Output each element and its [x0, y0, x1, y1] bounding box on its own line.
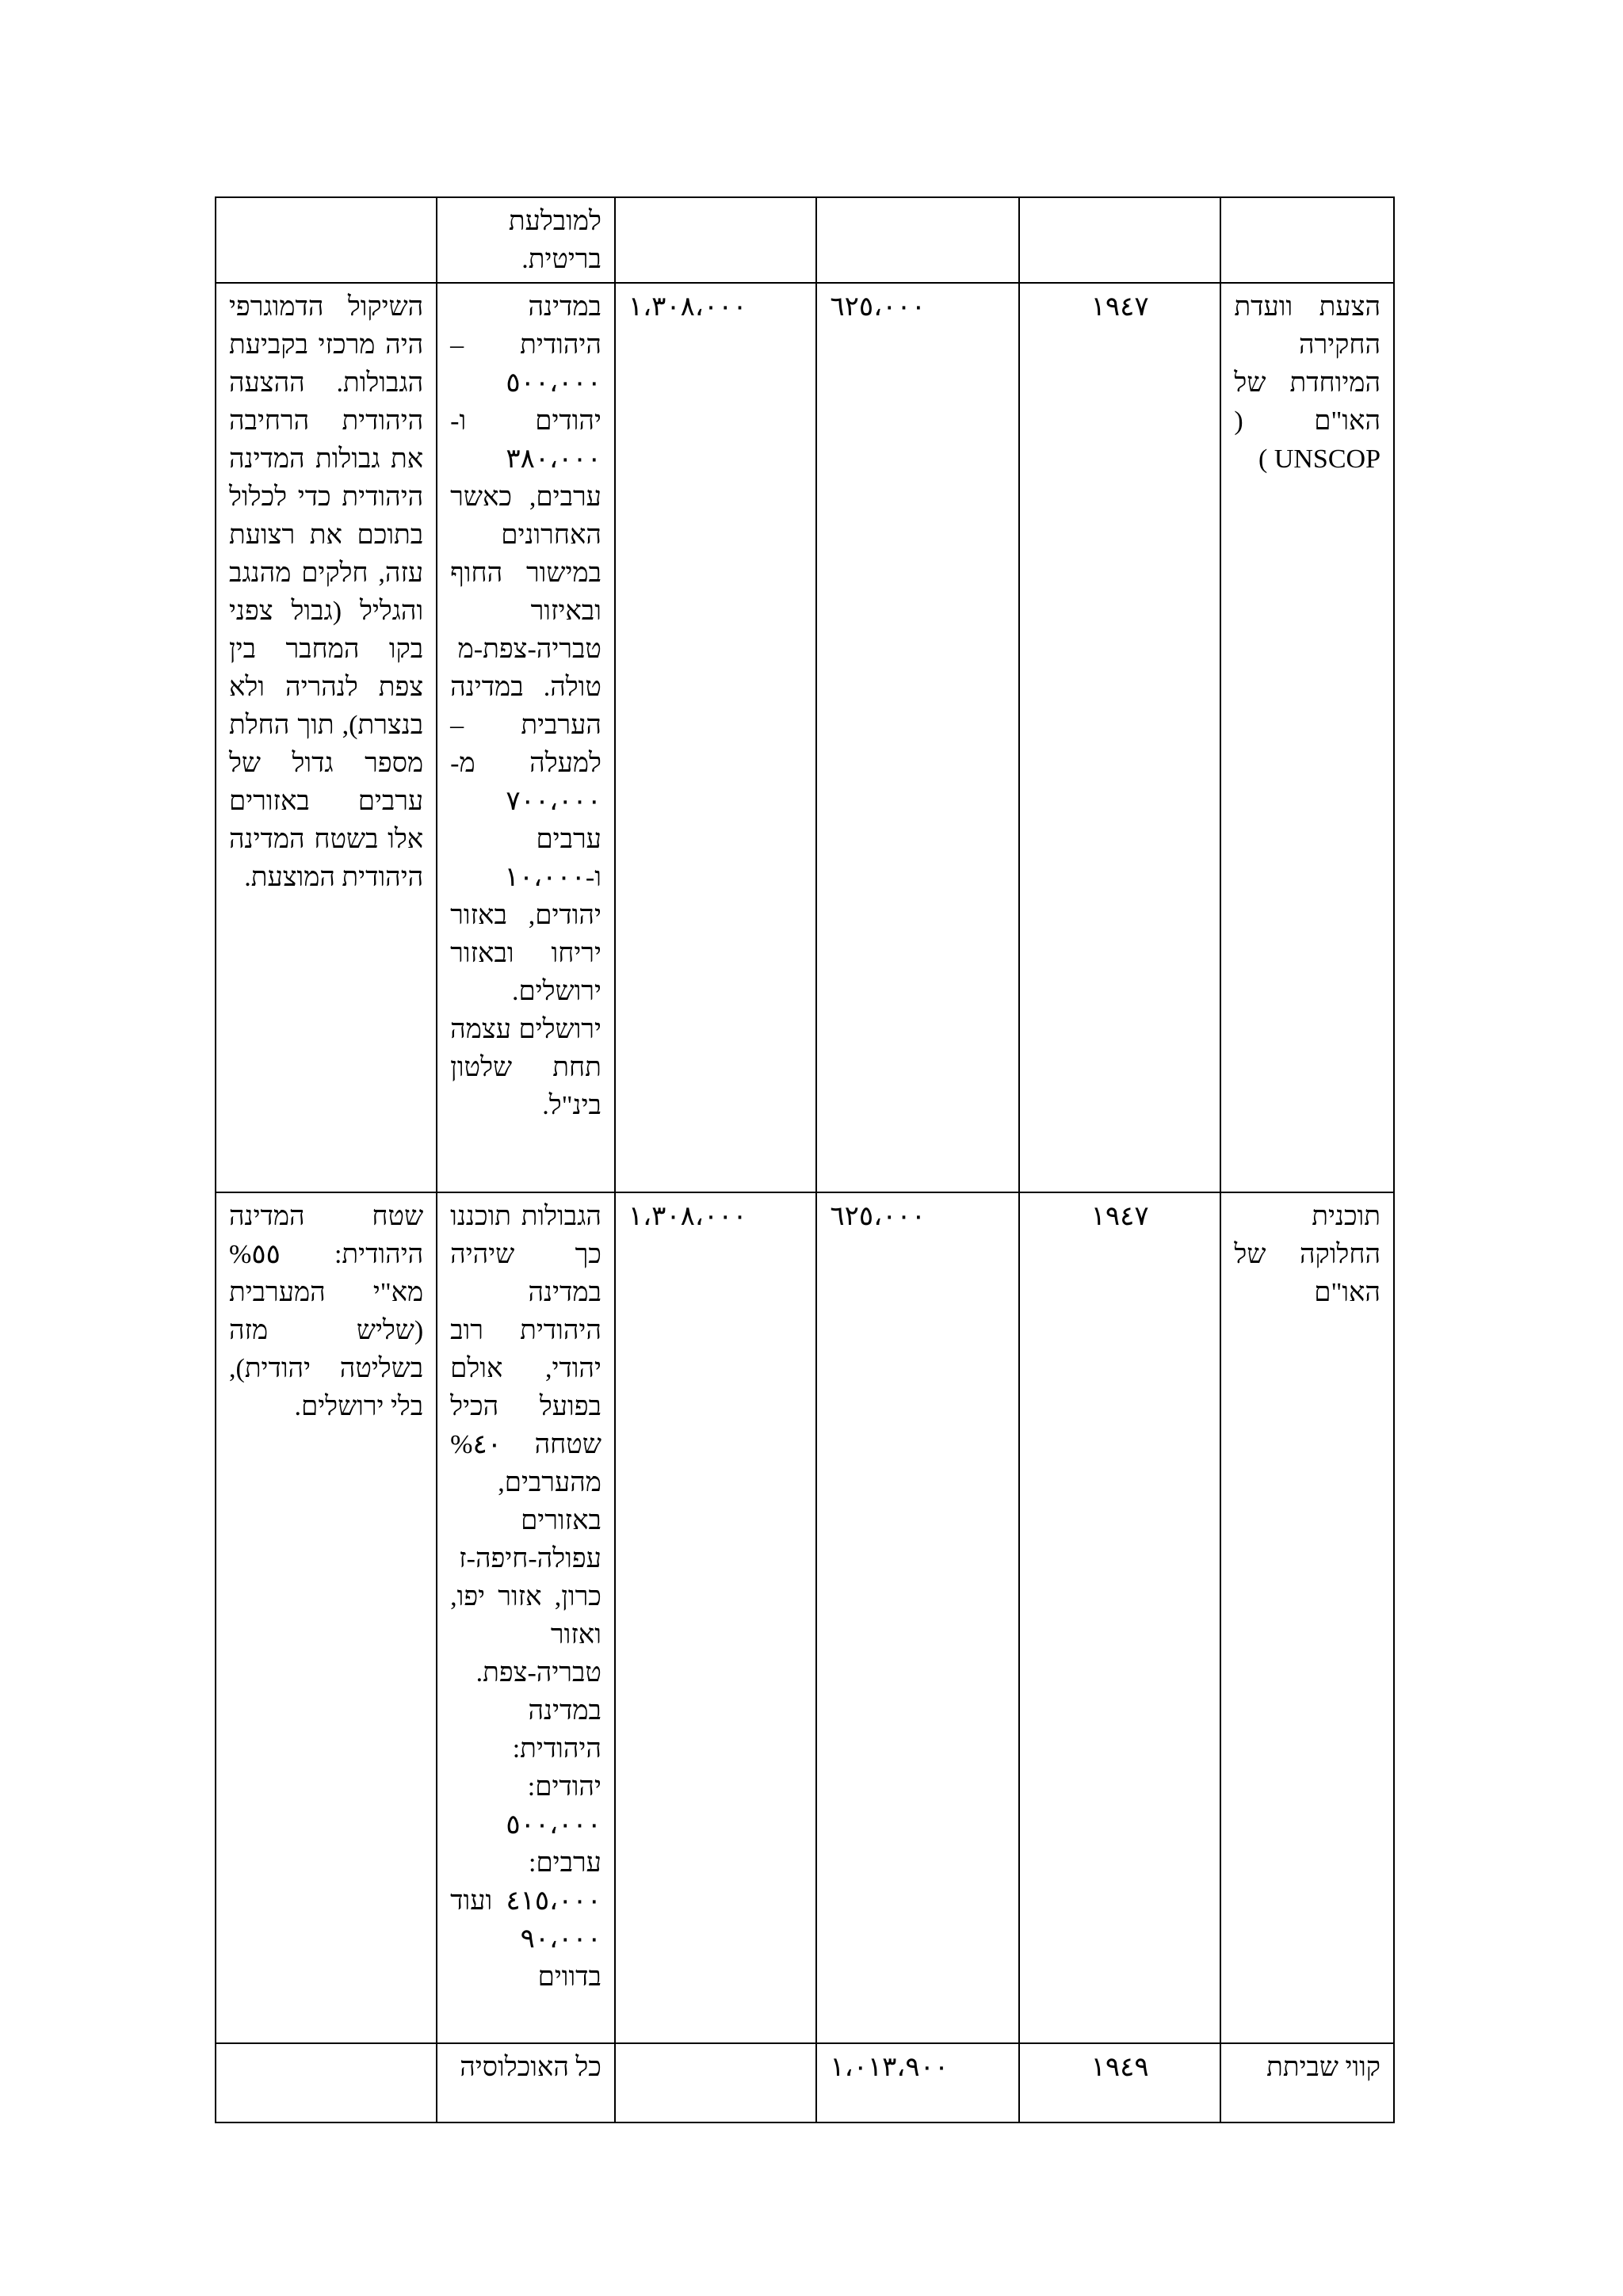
notes-cell: [216, 197, 437, 283]
table-row: [216, 2043, 1394, 2122]
arabs-count-cell: ١،٣٠٨،٠٠٠: [615, 283, 817, 1192]
event-cell: תוכנית החלוקה של האו"ם: [1220, 1192, 1394, 2043]
notes-cell: השיקול הדמוגרפי היה מרכזי בקביעת הגבולות. ההצעה היהודית הרחיבה את גבולות המדינה היהודית כדי לכלול בתוכם את רצועת עזה, חלקים מהנגב והגליל (גבול צפני בקו המחבר בין צפת לנהריה ולא בנצרת), תוך החלת מספר גדול של ערבים באזורים אלו בשטח המדינה היהודית המוצעת.: [216, 283, 437, 1192]
year-cell: ١٩٤٩: [1019, 2043, 1221, 2122]
event-cell: [1220, 197, 1394, 283]
arabs-count-cell: ١،٣٠٨،٠٠٠: [615, 1192, 817, 2043]
year-cell: ١٩٤٧: [1019, 1192, 1221, 2043]
borders-cell: כל האוכלוסיה: [437, 2043, 615, 2122]
comparison-table: [215, 196, 1395, 2123]
arabs-count-cell: [615, 197, 817, 283]
event-cell: קווי שביתת: [1220, 2043, 1394, 2122]
event-cell: הצעת וועדת החקירה המיוחדת של האו"ם ( UNSCOP ): [1220, 283, 1394, 1192]
borders-cell: למובלעת בריטית.: [437, 197, 615, 283]
jews-count-cell: [816, 197, 1019, 283]
table-row: [216, 283, 1394, 1192]
year-cell: ١٩٤٧: [1019, 283, 1221, 1192]
borders-cell: הגבולות תוכננו כך שיהיה במדינה היהודית רוב יהודי, אולם בפועל הכיל שטחה ٤٠% מהערבים, באזורים עפולה-חיפה-זכרון, אזור יפו, ואזור טבריה-צפת. במדינה היהודית: יהודים: ٥٠٠،٠٠٠ ערבים: ٤١٥،٠٠٠ ועוד ٩٠،٠٠٠ בדווים: [437, 1192, 615, 2043]
notes-cell: שטח המדינה היהודית: ٥٥% מא"י המערבית (שליש מזה בשליטה יהודית), בלי ירושלים.: [216, 1192, 437, 2043]
jews-count-cell: ٦٢٥،٠٠٠: [816, 283, 1019, 1192]
jews-count-cell: ٦٢٥،٠٠٠: [816, 1192, 1019, 2043]
borders-cell: במדינה היהודית – ٥٠٠،٠٠٠ יהודים ו- ٣٨٠،٠٠٠ ערבים, כאשר האחרונים במישור החוף ובאיזור טבריה-צפת-מטולה. במדינה הערבית – למעלה מ- ٧٠٠،٠٠٠ ערבים ו-١٠،٠٠٠ יהודים, באזור יריחו ובאזור ירושלים. ירושלים עצמה תחת שלטון בינ"ל.: [437, 283, 615, 1192]
table-row: [216, 197, 1394, 283]
notes-cell: [216, 2043, 437, 2122]
year-cell: [1019, 197, 1221, 283]
jews-count-cell: ١،٠١٣،٩٠٠: [816, 2043, 1019, 2122]
table-row: [216, 1192, 1394, 2043]
arabs-count-cell: [615, 2043, 817, 2122]
